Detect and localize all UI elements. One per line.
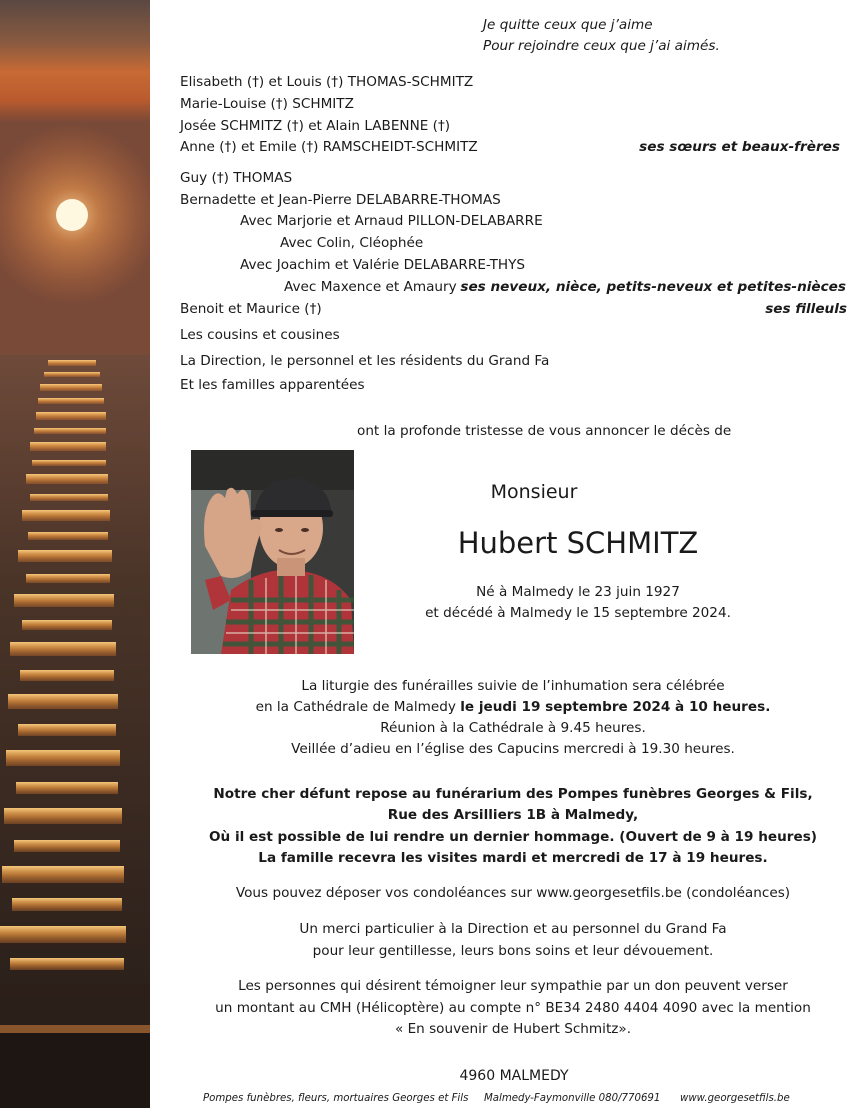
visitation-line: Rue des Arsilliers 1B à Malmedy, <box>387 807 639 823</box>
donation-line: Les personnes qui désirent témoigner leur sympathie par un don peuvent verser <box>238 978 788 994</box>
condolences-text: Vous pouvez déposer vos condoléances sur www.georgesetfils.be (condoléances) <box>235 885 791 901</box>
footer-location-phone: Malmedy-Faymonville 080/770691 <box>484 1093 661 1104</box>
funeral-line <box>190 699 836 715</box>
donation-line: « En souvenir de Hubert Schmitz». <box>394 1021 632 1037</box>
funeral-location: en la Cathédrale de Malmedy <box>255 699 461 715</box>
death-info: et décédé à Malmedy le 15 septembre 2024. <box>425 605 731 621</box>
family-line: Marie-Louise (†) SCHMITZ <box>180 96 354 112</box>
deceased-name: Hubert SCHMITZ <box>457 526 699 560</box>
announcement-text: ont la profonde tristesse de vous annoncer le décès de <box>357 423 732 439</box>
footer-website[interactable]: www.georgesetfils.be <box>680 1093 790 1104</box>
postal-city: 4960 MALMEDY <box>459 1068 569 1084</box>
family-line: Benoit et Maurice (†) <box>180 301 322 317</box>
funeral-line: Réunion à la Cathédrale à 9.45 heures. <box>380 720 646 736</box>
family-line: Elisabeth (†) et Louis (†) THOMAS-SCHMITZ <box>180 74 474 90</box>
relation-godchildren: ses filleuls <box>765 301 847 317</box>
family-line: Et les familles apparentées <box>180 377 365 393</box>
thanks-line: Un merci particulier à la Direction et au personnel du Grand Fa <box>299 921 727 937</box>
family-line: Avec Joachim et Valérie DELABARRE-THYS <box>240 257 526 273</box>
quote-line-2: Pour rejoindre ceux que j’ai aimés. <box>483 38 720 54</box>
family-line: Avec Colin, Cléophée <box>280 235 424 251</box>
donation-line: un montant au CMH (Hélicoptère) au compte n° BE34 2480 4404 4090 avec la mention <box>215 1000 811 1016</box>
funeral-date: le jeudi 19 septembre 2024 à 10 heures. <box>460 699 771 715</box>
sunset-sea-image <box>0 0 150 1108</box>
relation-nephews: ses neveux, nièce, petits-neveux et petites-nièces <box>460 279 846 295</box>
deceased-title: Monsieur <box>490 481 578 503</box>
relation-siblings: ses sœurs et beaux-frères <box>639 139 840 155</box>
thanks-line: pour leur gentillesse, leurs bons soins et leur dévouement. <box>312 943 714 959</box>
family-line: Avec Maxence et Amaury <box>284 279 457 295</box>
birth-info: Né à Malmedy le 23 juin 1927 <box>476 584 680 600</box>
funeral-line: Veillée d’adieu en l’église des Capucins mercredi à 19.30 heures. <box>291 741 735 757</box>
portrait-photo <box>191 450 354 654</box>
visitation-line: La famille recevra les visites mardi et mercredi de 17 à 19 heures. <box>258 850 768 866</box>
family-line: Josée SCHMITZ (†) et Alain LABENNE (†) <box>180 118 451 134</box>
family-line: Bernadette et Jean-Pierre DELABARRE-THOMAS <box>180 192 501 208</box>
visitation-line: Où il est possible de lui rendre un dernier hommage. (Ouvert de 9 à 19 heures) <box>208 829 817 845</box>
footer-company: Pompes funèbres, fleurs, mortuaires Georges et Fils <box>203 1093 469 1104</box>
family-line: Avec Marjorie et Arnaud PILLON-DELABARRE <box>240 213 543 229</box>
funeral-line: La liturgie des funérailles suivie de l’inhumation sera célébrée <box>301 678 725 694</box>
visitation-line: Notre cher défunt repose au funérarium des Pompes funèbres Georges & Fils, <box>213 786 813 802</box>
quote-line-1: Je quitte ceux que j’aime <box>483 17 653 33</box>
family-line: Les cousins et cousines <box>180 327 340 343</box>
family-line: La Direction, le personnel et les résidents du Grand Fa <box>180 353 550 369</box>
family-line: Guy (†) THOMAS <box>180 170 293 186</box>
family-line: Anne (†) et Emile (†) RAMSCHEIDT-SCHMITZ <box>180 139 478 155</box>
